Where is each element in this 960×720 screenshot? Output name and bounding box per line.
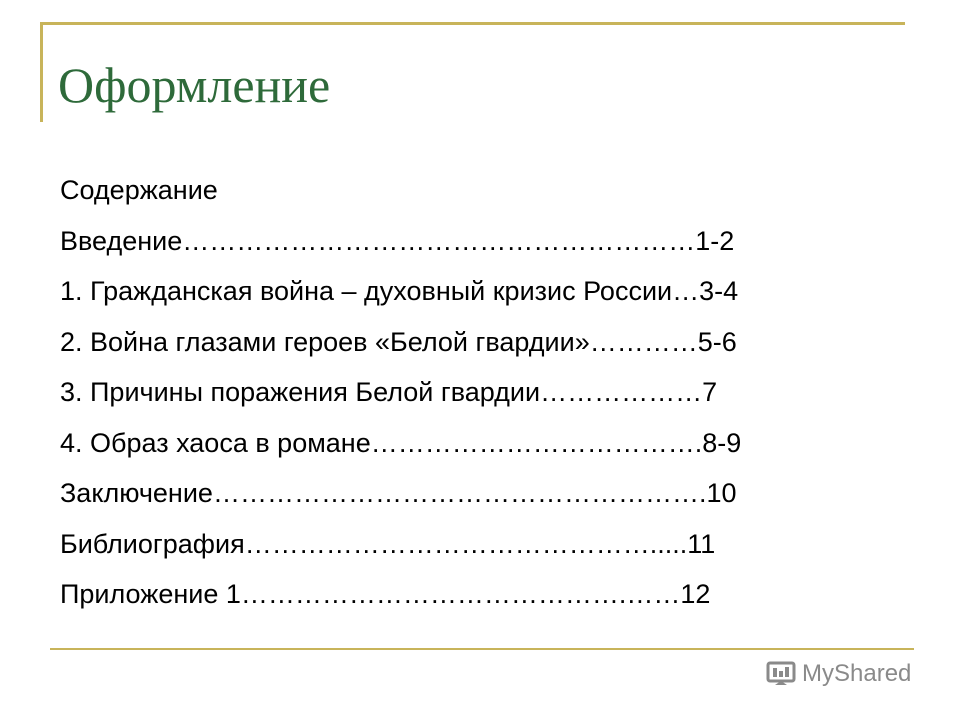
- watermark-text: MyShared: [802, 660, 912, 687]
- myshared-logo-icon: [765, 658, 797, 690]
- toc-heading: Содержание: [60, 175, 218, 205]
- toc-line: Введение…………………………………………………1-2: [60, 225, 735, 256]
- toc-line: Заключение……………………………………………….10: [60, 478, 737, 508]
- toc-line: 1. Гражданская война – духовный кризис России…3-4: [60, 276, 739, 306]
- frame-left-line: [40, 22, 43, 122]
- toc-line: 4. Образ хаоса в романе……………………………….8-9: [60, 427, 742, 458]
- toc-line: 2. Война глазами героев «Белой гвардии»…………5-6: [60, 326, 737, 357]
- slide-title: Оформление: [58, 57, 331, 113]
- table-of-contents: [60, 177, 940, 632]
- frame-top-line: [40, 22, 905, 25]
- toc-line: Приложение 1…………………………………….……12: [60, 579, 711, 609]
- toc-line: Библиография……………………………………….....11: [60, 528, 716, 559]
- frame-bottom-line: [50, 648, 914, 650]
- myshared-watermark: [765, 657, 911, 691]
- toc-line: 3. Причины поражения Белой гвардии………………7: [60, 377, 718, 407]
